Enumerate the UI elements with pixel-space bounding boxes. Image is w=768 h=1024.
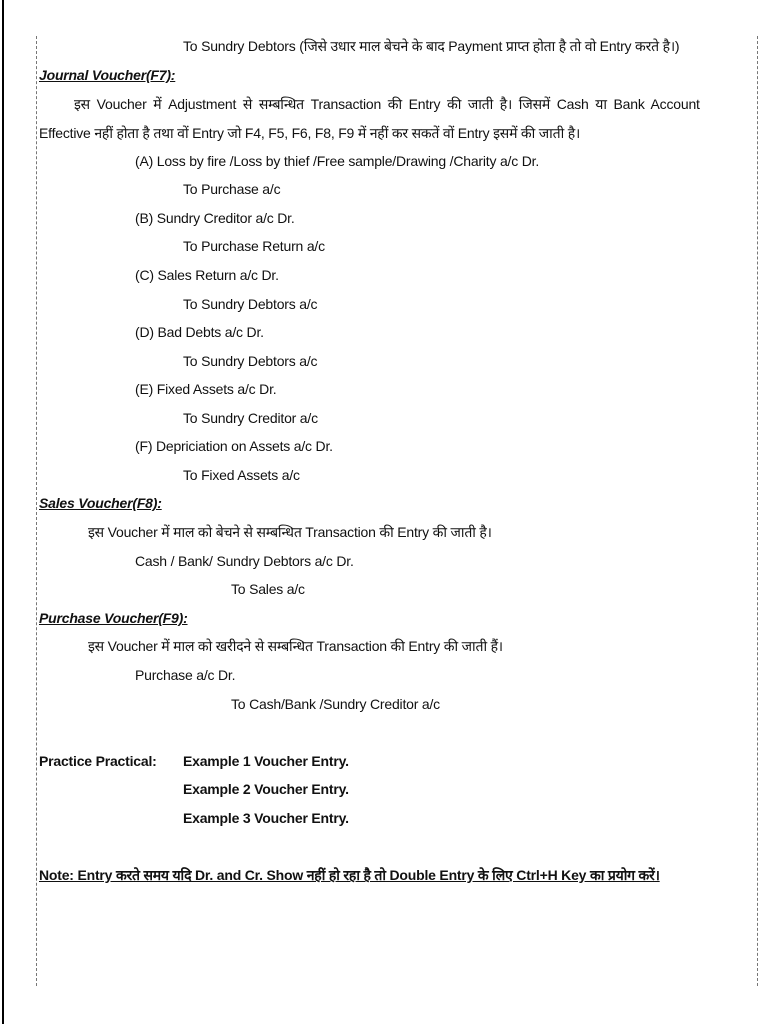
paragraph: इस Voucher में Adjustment से सम्बन्धित Transaction की Entry की जाती है। जिसमें Cash या Bank Account	[74, 96, 700, 112]
entry-credit: To Sales a/c	[231, 581, 305, 597]
entry-debit: (C) Sales Return a/c Dr.	[135, 267, 279, 283]
left-border	[36, 36, 37, 986]
entry-debit: (A) Loss by fire /Loss by thief /Free sample/Drawing /Charity a/c Dr.	[135, 153, 540, 169]
paragraph: Effective नहीं होता है तथा वों Entry जो F4, F5, F6, F8, F9 में नहीं कर सकतें वों Entry इसमें की जाती है।	[39, 125, 581, 141]
paragraph: इस Voucher में माल को बेचने से सम्बन्धित Transaction की Entry की जाती है।	[88, 524, 492, 540]
right-border	[757, 36, 758, 986]
entry-credit: To Purchase Return a/c	[183, 238, 325, 254]
entry-credit: To Sundry Creditor a/c	[183, 410, 318, 426]
example-item: Example 3 Voucher Entry.	[183, 810, 349, 826]
text-line: To Sundry Debtors (जिसे उधार माल बेचने के बाद Payment प्राप्त होता है तो वो Entry करते है।)	[183, 38, 680, 54]
entry-debit: Cash / Bank/ Sundry Debtors a/c Dr.	[135, 553, 354, 569]
entry-credit: To Sundry Debtors a/c	[183, 296, 318, 312]
paragraph: इस Voucher में माल को खरीदने से सम्बन्धित Transaction की Entry की जाती हैं।	[88, 638, 503, 654]
practice-label: Practice Practical:	[39, 753, 157, 769]
entry-credit: To Purchase a/c	[183, 181, 281, 197]
sales-voucher-heading: Sales Voucher(F8):	[39, 495, 162, 511]
entry-debit: (E) Fixed Assets a/c Dr.	[135, 381, 277, 397]
purchase-voucher-heading: Purchase Voucher(F9):	[39, 610, 188, 626]
entry-debit: (F) Depriciation on Assets a/c Dr.	[135, 438, 333, 454]
entry-credit: To Cash/Bank /Sundry Creditor a/c	[231, 696, 440, 712]
page-edge	[2, 0, 4, 1024]
journal-voucher-heading: Journal Voucher(F7):	[39, 67, 176, 83]
entry-credit: To Sundry Debtors a/c	[183, 353, 318, 369]
example-item: Example 2 Voucher Entry.	[183, 781, 349, 797]
entry-debit: (B) Sundry Creditor a/c Dr.	[135, 210, 295, 226]
note: Note: Entry करते समय यदि Dr. and Cr. Show नहीं हो रहा है तो Double Entry के लिए Ctrl+H Key का प्रयोग करें।	[39, 867, 660, 883]
entry-credit: To Fixed Assets a/c	[183, 467, 300, 483]
entry-debit: (D) Bad Debts a/c Dr.	[135, 324, 264, 340]
entry-debit: Purchase a/c Dr.	[135, 667, 236, 683]
example-item: Example 1 Voucher Entry.	[183, 753, 349, 769]
